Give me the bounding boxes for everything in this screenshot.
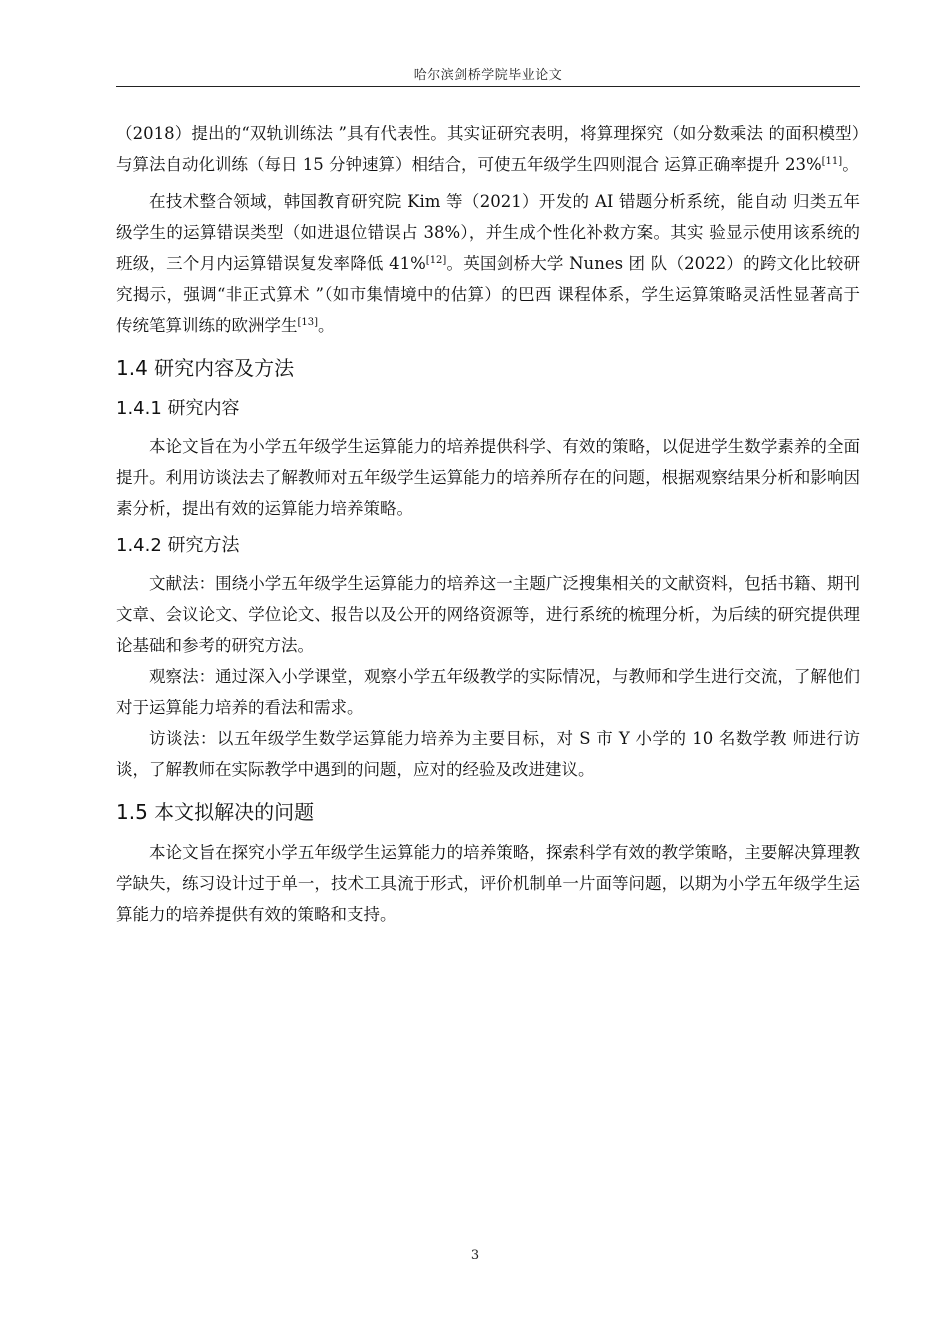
citation-ref: [13] [297,317,319,328]
paragraph-text: 在技术整合领域，韩国教育研究院 Kim 等（2021）开发的 AI 错题分析系统，能自动 归类五年级学生的运算错误类型（如进退位错误占 38%），并生成个性化补救方案。其实 验显示使用该系统的班级，三个月内运算错误复发率降低 41% [116,192,860,273]
citation-ref: [12] [425,255,447,266]
page-number: 3 [470,1248,480,1263]
subsection-heading-1-4-1: 1.4.1 研究内容 [116,398,240,419]
paragraph-text: （2018）提出的“双轨训练法 ”具有代表性。其实证研究表明，将算理探究（如分数乘法 的面积模型）与算法自动化训练（每日 15 分钟速算）相结合，可使五年级学生四则混合 运算正确率提升 23% [116,124,860,174]
section-heading-1-5: 1.5 本文拟解决的问题 [116,800,315,824]
paragraph-text: 。英国剑桥大学 Nunes 团 队（2022）的跨文化比较研究揭示，强调“非正式算术 ”（如市集情境中的估算）的巴西 课程体系，学生运算策略灵活性显著高于传统笔算训练的欧洲学生 [116,254,860,335]
paragraph-problems: 本论文旨在探究小学五年级学生运算能力的培养策略，探索科学有效的教学策略，主要解决算理教学缺失，练习设计过于单一，技术工具流于形式，评价机制单一片面等问题，以期为小学五年级学生运算能力的培养提供有效的策略和支持。 [116,843,860,924]
paragraph-observation-method: 观察法：通过深入小学课堂，观察小学五年级教学的实际情况，与教师和学生进行交流，了解他们对于运算能力培养的看法和需求。 [116,667,860,717]
subsection-heading-1-4-2: 1.4.2 研究方法 [116,535,240,556]
header-rule [116,86,860,87]
section-heading-1-4: 1.4 研究内容及方法 [116,356,295,380]
paragraph-end: 。 [842,155,859,174]
paragraph-continued [116,118,860,180]
paragraph-literature-method: 文献法：围绕小学五年级学生运算能力的培养这一主题广泛搜集相关的文献资料，包括书籍、期刊文章、会议论文、学位论文、报告以及公开的网络资源等，进行系统的梳理分析，为后续的研究提供理论基础和参考的研究方法。 [116,574,860,655]
paragraph-tech-integration [116,186,860,341]
document-body [116,118,860,930]
citation-ref: [11] [821,156,843,167]
page-header: 哈尔滨剑桥学院毕业论文 [413,68,563,83]
paragraph-end: 。 [318,316,335,335]
paragraph-research-content: 本论文旨在为小学五年级学生运算能力的培养提供科学、有效的策略，以促进学生数学素养的全面提升。利用访谈法去了解教师对五年级学生运算能力的培养所存在的问题，根据观察结果分析和影响因素分析，提出有效的运算能力培养策略。 [116,437,860,518]
paragraph-interview-method: 访谈法：以五年级学生数学运算能力培养为主要目标，对 S 市 Y 小学的 10 名数学教 师进行访谈，了解教师在实际教学中遇到的问题，应对的经验及改进建议。 [116,729,860,779]
